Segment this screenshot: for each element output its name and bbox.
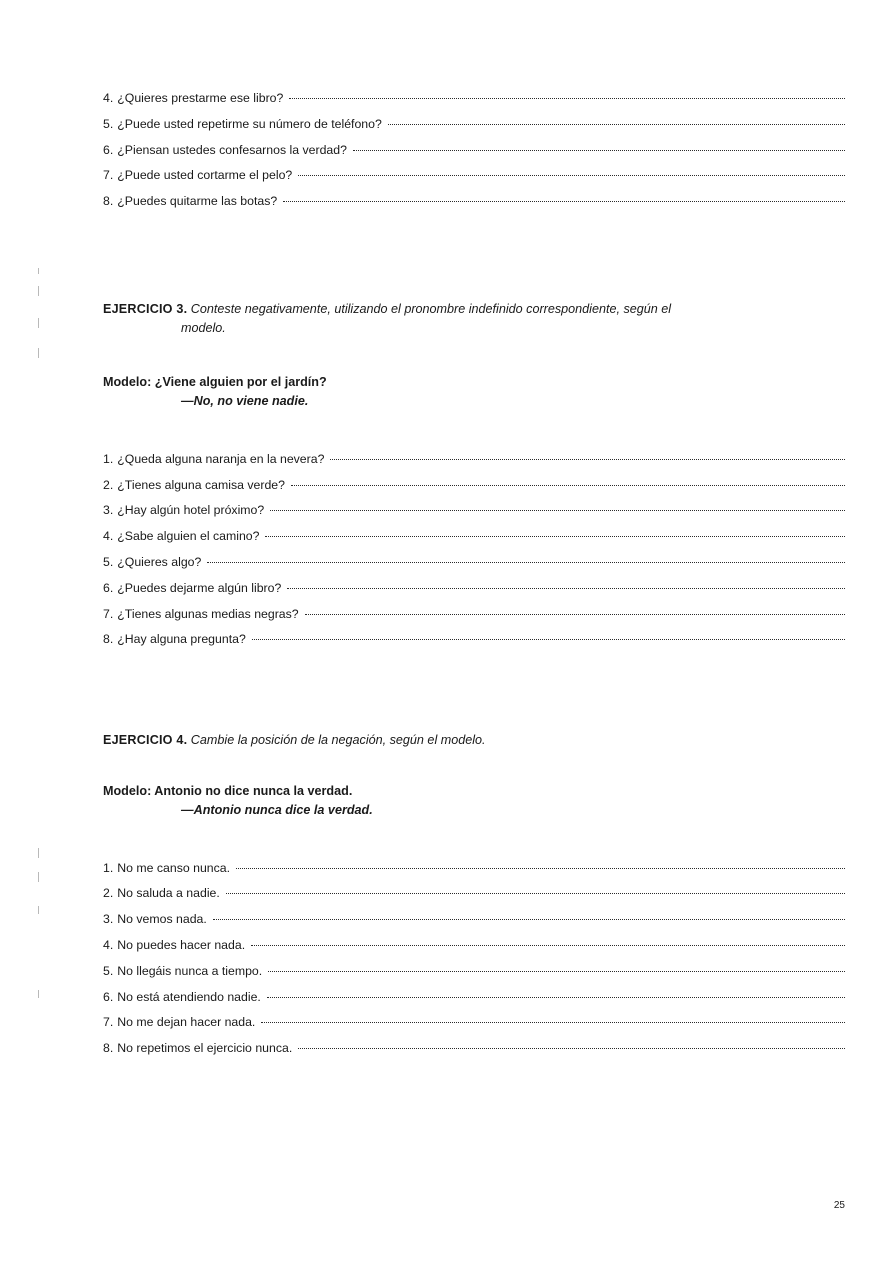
- scan-speck: [38, 848, 39, 858]
- answer-line[interactable]: [289, 97, 845, 99]
- answer-line[interactable]: [261, 1021, 845, 1023]
- item-text: No puedes hacer nada.: [117, 938, 246, 953]
- scan-speck: [38, 872, 39, 882]
- item-text: ¿Hay alguna pregunta?: [117, 632, 246, 647]
- list-item: [103, 991, 845, 1003]
- answer-line[interactable]: [251, 944, 845, 946]
- item-number: 8.: [103, 632, 114, 647]
- item-text: ¿Puedes quitarme las botas?: [117, 194, 278, 209]
- list-item: [103, 195, 845, 207]
- answer-line[interactable]: [287, 587, 845, 589]
- answer-line[interactable]: [298, 1047, 845, 1049]
- list-item: [103, 608, 845, 620]
- item-text: ¿Queda alguna naranja en la nevera?: [117, 451, 325, 466]
- exercise-4-label: EJERCICIO 4.: [103, 732, 188, 747]
- answer-line[interactable]: [298, 174, 845, 176]
- item-text: ¿Piensan ustedes confesarnos la verdad?: [117, 142, 347, 157]
- exercise-4-heading: [103, 731, 845, 749]
- item-text: ¿Tienes alguna camisa verde?: [117, 477, 285, 492]
- page-number: 25: [833, 1200, 845, 1211]
- item-text: ¿Tienes algunas medias negras?: [117, 606, 299, 621]
- list-item: [103, 1016, 845, 1028]
- item-text: ¿Puedes dejarme algún libro?: [117, 580, 282, 595]
- item-text: ¿Quieres prestarme ese libro?: [117, 91, 284, 105]
- list-item: [103, 913, 845, 925]
- item-number: 7.: [103, 1015, 114, 1030]
- list-item: [103, 862, 845, 874]
- scan-speck: [38, 318, 39, 328]
- item-number: 7.: [103, 168, 114, 183]
- item-text: No vemos nada.: [117, 912, 207, 927]
- page-content: [103, 0, 845, 1068]
- list-item: [103, 582, 845, 594]
- item-number: 6.: [103, 580, 114, 595]
- list-item: [103, 556, 845, 568]
- item-number: 2.: [103, 477, 114, 492]
- item-number: 2.: [103, 886, 114, 901]
- item-number: 3.: [103, 503, 114, 518]
- exercise-4: [103, 731, 845, 1055]
- exercise-4-description: Cambie la posición de la negación, según el modelo.: [190, 732, 486, 747]
- answer-line[interactable]: [236, 867, 845, 869]
- answer-line[interactable]: [267, 996, 845, 998]
- item-number: 4.: [103, 529, 114, 544]
- exercise-4-modelo-prompt: Modelo: Antonio no dice nunca la verdad.: [103, 783, 353, 798]
- answer-line[interactable]: [283, 200, 845, 202]
- item-number: 7.: [103, 606, 114, 621]
- answer-line[interactable]: [226, 892, 845, 894]
- exercise-3: [103, 300, 845, 645]
- item-number: 8.: [103, 1041, 114, 1056]
- list-item: [103, 144, 845, 156]
- item-text: No me dejan hacer nada.: [117, 1015, 256, 1030]
- item-number: 5.: [103, 554, 114, 569]
- list-item: [103, 1042, 845, 1054]
- scan-speck: [38, 348, 39, 358]
- answer-line[interactable]: [305, 613, 845, 615]
- item-number: 4.: [103, 938, 114, 953]
- list-item: [103, 633, 845, 645]
- list-item: [103, 169, 845, 181]
- item-text: No saluda a nadie.: [117, 886, 220, 901]
- item-number: 1.: [103, 860, 114, 875]
- exercise-3-modelo-answer: —No, no viene nadie.: [181, 393, 309, 408]
- item-text: No está atendiendo nadie.: [117, 989, 261, 1004]
- exercise-3-description: Conteste negativamente, utilizando el pronombre indefinido correspondiente, según el: [190, 302, 672, 317]
- answer-line[interactable]: [388, 123, 845, 125]
- item-text: No me canso nunca.: [117, 860, 231, 875]
- scan-speck: [38, 268, 39, 274]
- answer-line[interactable]: [270, 509, 845, 511]
- item-text: No repetimos el ejercicio nunca.: [117, 1041, 293, 1056]
- item-text: No llegáis nunca a tiempo.: [117, 963, 263, 978]
- list-item: [103, 965, 845, 977]
- item-number: 6.: [103, 989, 114, 1004]
- list-item: [103, 453, 845, 465]
- scan-speck: [38, 906, 39, 914]
- answer-line[interactable]: [207, 561, 845, 563]
- answer-line[interactable]: [252, 638, 845, 640]
- item-number: 6.: [103, 142, 114, 157]
- item-number: 8.: [103, 194, 114, 209]
- exercise-3-description-cont: modelo.: [181, 320, 226, 335]
- item-text: ¿Sabe alguien el camino?: [117, 529, 260, 544]
- exercise-4-modelo: [103, 782, 845, 820]
- item-number: 3.: [103, 912, 114, 927]
- exercise-4-items: [103, 862, 845, 1055]
- list-item: [103, 92, 845, 104]
- answer-line[interactable]: [330, 458, 845, 460]
- answer-line[interactable]: [268, 970, 845, 972]
- list-item: [103, 504, 845, 516]
- answer-line[interactable]: [213, 918, 845, 920]
- item-number: 5.: [103, 963, 114, 978]
- exercise-4-modelo-answer: —Antonio nunca dice la verdad.: [181, 802, 373, 817]
- answer-line[interactable]: [265, 535, 845, 537]
- list-item: [103, 118, 845, 130]
- item-text: ¿Quieres algo?: [117, 554, 202, 569]
- item-text: ¿Hay algún hotel próximo?: [117, 503, 265, 518]
- scan-speck: [38, 286, 39, 296]
- item-number: 5.: [103, 116, 114, 131]
- answer-line[interactable]: [291, 484, 845, 486]
- answer-line[interactable]: [353, 149, 845, 151]
- exercise-3-modelo: [103, 373, 845, 411]
- list-item: [103, 939, 845, 951]
- item-text: ¿Puede usted cortarme el pelo?: [117, 168, 293, 183]
- list-item: [103, 530, 845, 542]
- exercise2-items: [103, 0, 845, 207]
- list-item: [103, 479, 845, 491]
- list-item: [103, 887, 845, 899]
- item-number: 4.: [103, 91, 114, 105]
- item-text: ¿Puede usted repetirme su número de teléfono?: [117, 116, 382, 131]
- exercise-3-items: [103, 453, 845, 646]
- exercise-3-modelo-prompt: Modelo: ¿Viene alguien por el jardín?: [103, 374, 327, 389]
- exercise-3-heading: [103, 300, 845, 337]
- exercise-3-label: EJERCICIO 3.: [103, 302, 188, 317]
- item-number: 1.: [103, 451, 114, 466]
- scan-speck: [38, 990, 39, 998]
